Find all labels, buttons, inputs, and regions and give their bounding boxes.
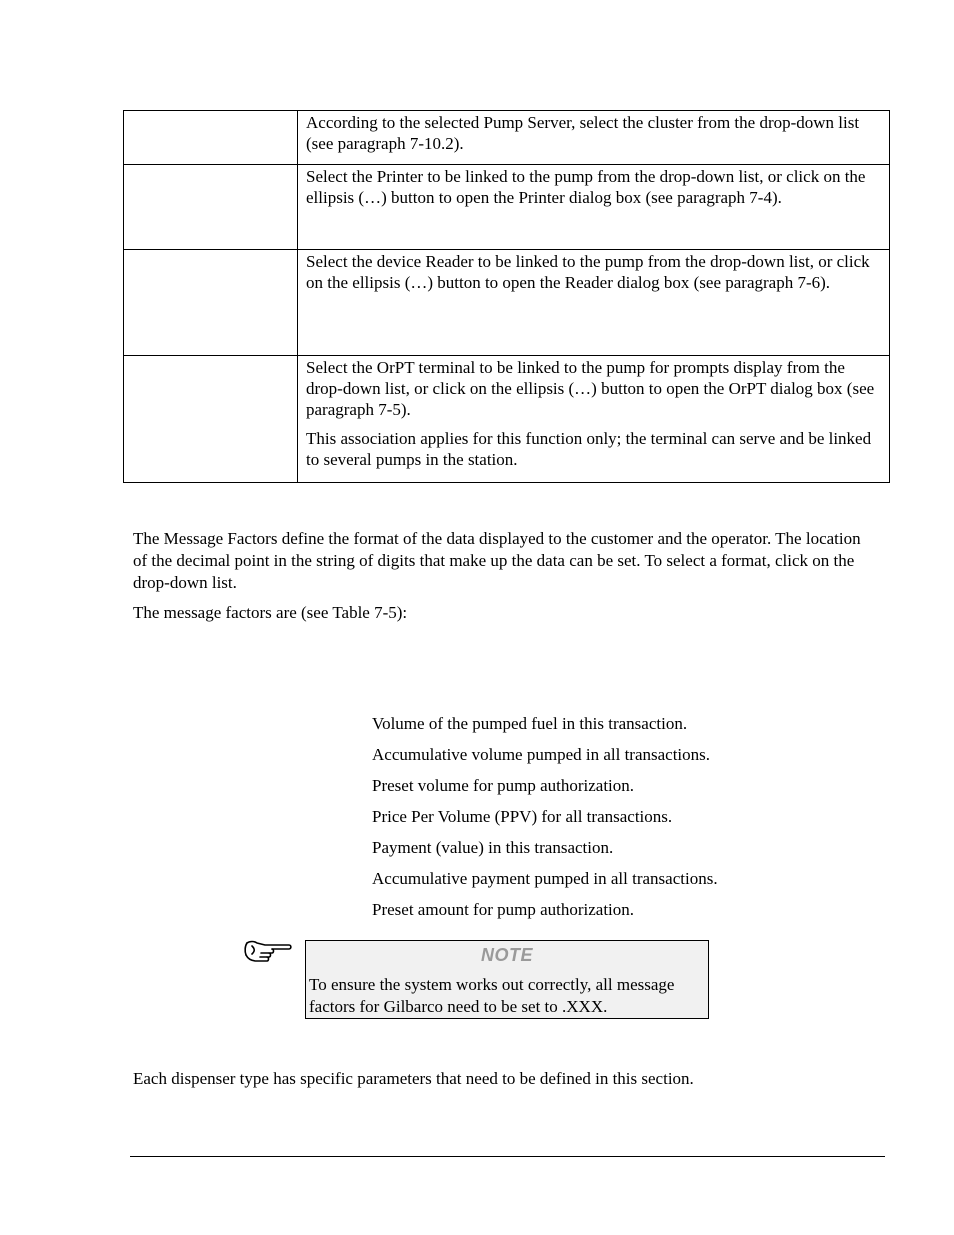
list-item: Volume of the pumped fuel in this transaction. bbox=[372, 714, 688, 733]
table-row bbox=[124, 165, 890, 250]
table-row bbox=[124, 250, 890, 356]
parameter-table bbox=[123, 110, 890, 483]
list-item: Price Per Volume (PPV) for all transactions. bbox=[372, 807, 673, 826]
message-factors-intro: The Message Factors define the format of the data displayed to the customer and the operator. The location of the decimal point in the string of digits that make up the data can be set. To select a format, click on the drop-down list. bbox=[133, 529, 861, 592]
parameter-name-cell bbox=[124, 356, 298, 483]
table-row bbox=[124, 111, 890, 165]
table-row bbox=[124, 356, 890, 483]
message-factors-list bbox=[372, 713, 832, 930]
parameter-description-cell bbox=[298, 111, 890, 165]
parameter-name-cell bbox=[124, 250, 298, 356]
list-item: Preset amount for pump authorization. bbox=[372, 900, 635, 919]
message-factors-lead: The message factors are (see Table 7-5): bbox=[133, 603, 408, 622]
list-item: Accumulative payment pumped in all transactions. bbox=[372, 869, 718, 888]
pointing-hand-icon bbox=[243, 937, 293, 967]
parameter-name-cell bbox=[124, 165, 298, 250]
description-paragraph: According to the selected Pump Server, select the cluster from the drop-down list (see paragraph 7-10.2). bbox=[306, 113, 860, 153]
description-paragraph: This association applies for this function only; the terminal can serve and be linked to several pumps in the station. bbox=[306, 429, 872, 469]
parameter-name-cell bbox=[124, 111, 298, 165]
note-title: NOTE bbox=[480, 945, 533, 965]
parameter-description-cell bbox=[298, 356, 890, 483]
description-paragraph: Select the device Reader to be linked to the pump from the drop-down list, or click on the ellipsis (…) button to open the Reader dialog box (see paragraph 7-6). bbox=[306, 252, 870, 292]
note-box bbox=[305, 940, 709, 1019]
dispenser-paragraph: Each dispenser type has specific parameters that need to be defined in this section. bbox=[133, 1069, 694, 1088]
parameter-description-cell bbox=[298, 250, 890, 356]
note-text: To ensure the system works out correctly, all message factors for Gilbarco need to be set to .XXX. bbox=[309, 975, 675, 1016]
parameter-description-cell bbox=[298, 165, 890, 250]
footer-divider bbox=[130, 1156, 885, 1157]
description-paragraph: Select the Printer to be linked to the pump from the drop-down list, or click on the ellipsis (…) button to open the Printer dialog box (see paragraph 7-4). bbox=[306, 167, 866, 207]
list-item: Preset volume for pump authorization. bbox=[372, 776, 635, 795]
list-item: Payment (value) in this transaction. bbox=[372, 838, 614, 857]
description-paragraph: Select the OrPT terminal to be linked to the pump for prompts display from the drop-down list, or click on the ellipsis (…) button to open the OrPT dialog box (see paragraph 7-5). bbox=[306, 358, 875, 419]
list-item: Accumulative volume pumped in all transactions. bbox=[372, 745, 711, 764]
